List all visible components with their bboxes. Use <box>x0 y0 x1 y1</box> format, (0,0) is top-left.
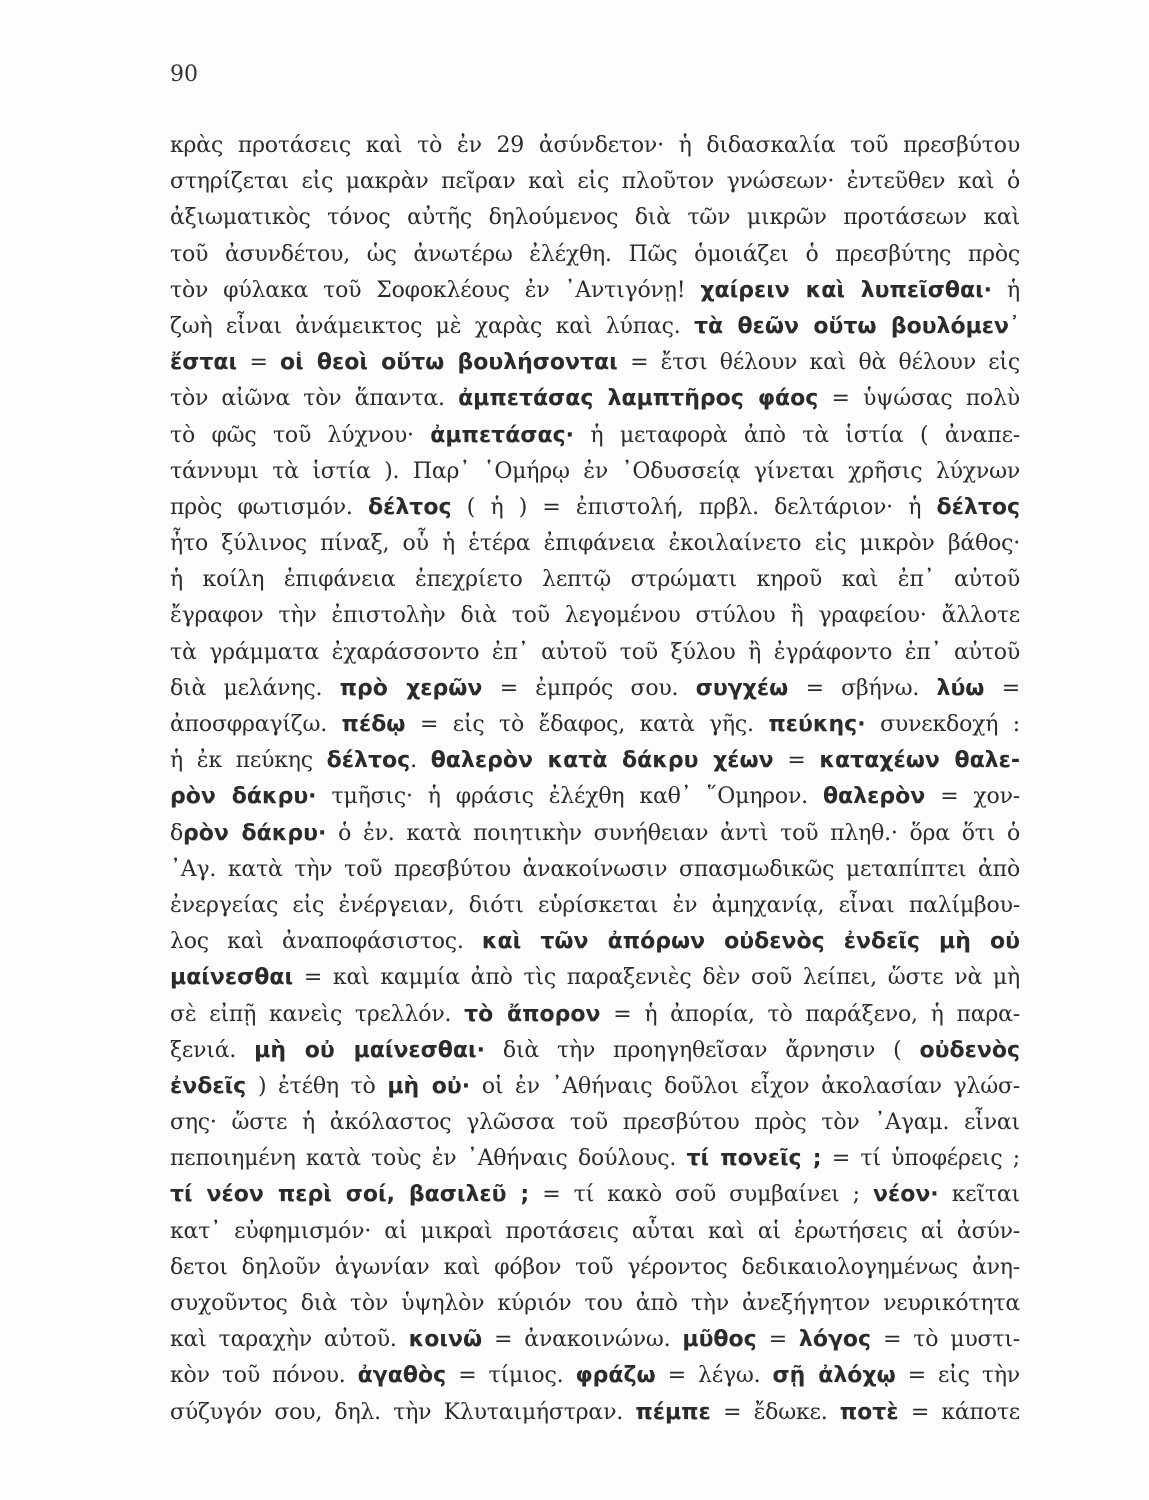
text-line: συχοῦντος διὰ τὸν ὑψηλὸν κύριόν του ἀπὸ τὴν ἀνεξήγητον νευρικότητα <box>170 1291 1020 1316</box>
text-line: ἔσται = οἱ θεοὶ οὕτω βουλήσονται = ἔτσι θέλουν καὶ θὰ θέλουν εἰς <box>170 350 1020 376</box>
text-line: ἔγραφον τὴν ἐπιστολὴν διὰ τοῦ λεγομένου στύλου ἢ γραφείου· ἄλλοτε <box>170 603 1020 629</box>
text-line: καὶ ταραχὴν αὐτοῦ. κοινῶ = ἀνακοινώνω. μῦθος = λόγος = τὸ μυστι- <box>170 1327 1020 1353</box>
text-line: ἐνδεῖς ) ἐτέθη τὸ μὴ οὐ· οἱ ἐν ᾿Αθήναις δοῦλοι εἶχον ἀκολασίαν γλώσ- <box>170 1073 1020 1099</box>
text-line: σης· ὥστε ἡ ἀκόλαστος γλῶσσα τοῦ πρεσβύτου πρὸς τὸν ᾿Αγαμ. εἶναι <box>170 1110 1020 1136</box>
text-line: κὸν τοῦ πόνου. ἀγαθὸς = τίμιος. φράζω = λέγω. σῇ ἀλόχῳ = εἰς τὴν <box>170 1363 1020 1389</box>
text-line: τοῦ ἀσυνδέτου, ὡς ἀνωτέρω ἐλέχθη. Πῶς ὁμοιάζει ὁ πρεσβύτης πρὸς <box>170 241 1020 267</box>
text-line: δετοι δηλοῦν ἀγωνίαν καὶ φόβον τοῦ γέροντος δεδικαιολογημένως ἀνη- <box>170 1254 1020 1280</box>
text-line: ἡ κοίλη ἐπιφάνεια ἐπεχρίετο λεπτῷ στρώματι κηροῦ καὶ ἐπ᾿ αὐτοῦ <box>170 567 1020 593</box>
text-line: ἦτο ξύλινος πίναξ, οὗ ἡ ἑτέρα ἐπιφάνεια ἐκοιλαίνετο εἰς μικρὸν βάθος· <box>170 531 1020 557</box>
text-line: ἀξιωματικὸς τόνος αὐτῆς δηλούμενος διὰ τῶν μικρῶν προτάσεων καὶ <box>170 205 1020 231</box>
text-line: διὰ μελάνης. πρὸ χερῶν = ἐμπρός σου. συγχέω = σβήνω. λύω = <box>170 675 1020 701</box>
text-line: ξενιά. μὴ οὐ μαίνεσθαι· διὰ τὴν προηγηθεῖσαν ἄρνησιν ( οὐδενὸς <box>170 1037 1020 1063</box>
text-line: κρὰς προτάσεις καὶ τὸ ἐν 29 ἀσύνδετον· ἡ διδασκαλία τοῦ πρεσβύτου <box>170 133 1020 158</box>
text-line: ἐνεργείας εἰς ἐνέργειαν, διότι εὑρίσκεται ἐν ἀμηχανίᾳ, εἶναι παλίμβου- <box>170 892 1020 918</box>
text-line: ζωὴ εἶναι ἀνάμεικτος μὲ χαρὰς καὶ λύπας. τὰ θεῶν οὕτω βουλόμεν᾿ <box>170 313 1020 339</box>
text-line: ἡ ἐκ πεύκης δέλτος. θαλερὸν κατὰ δάκρυ χέων = καταχέων θαλε- <box>170 748 1020 774</box>
text-line: κατ᾿ εὐφημισμόν· αἱ μικραὶ προτάσεις αὗται καὶ αἱ ἐρωτήσεις αἱ ἀσύν- <box>170 1218 1020 1244</box>
page-number: 90 <box>170 62 198 87</box>
text-line: τὰ γράμματα ἐχαράσσοντο ἐπ᾿ αὐτοῦ τοῦ ξύλου ἢ ἐγράφοντο ἐπ᾿ αὐτοῦ <box>170 639 1020 665</box>
commentary-text <box>170 128 1020 1431</box>
text-line: ᾿Αγ. κατὰ τὴν τοῦ πρεσβύτου ἀνακοίνωσιν σπασμωδικῶς μεταπίπτει ἀπὸ <box>170 856 1020 882</box>
text-line: λος καὶ ἀναποφάσιστος. καὶ τῶν ἀπόρων οὐδενὸς ἐνδεῖς μὴ οὐ <box>170 929 1020 955</box>
text-line: στηρίζεται εἰς μακρὰν πεῖραν καὶ εἰς πλοῦτον γνώσεων· ἐντεῦθεν καὶ ὁ <box>170 169 1020 195</box>
text-line: πεποιημένη κατὰ τοὺς ἐν ᾿Αθήναις δούλους. τί πονεῖς ; = τί ὑποφέρεις ; <box>170 1146 1020 1172</box>
text-line: τί νέον περὶ σοί, βασιλεῦ ; = τί κακὸ σοῦ συμβαίνει ; νέον· κεῖται <box>170 1182 1020 1208</box>
text-line: τὸν φύλακα τοῦ Σοφοκλέους ἐν ᾿Αντιγόνῃ! χαίρειν καὶ λυπεῖσθαι· ἡ <box>170 277 1020 303</box>
text-line: σύζυγόν σου, δηλ. τὴν Κλυταιμήστραν. πέμπε = ἔδωκε. ποτὲ = κάποτε <box>170 1399 1020 1425</box>
text-line: μαίνεσθαι = καὶ καμμία ἀπὸ τὶς παραξενιὲς δὲν σοῦ λείπει, ὥστε νὰ μὴ <box>170 965 1020 991</box>
text-line: σὲ εἰπῇ κανεὶς τρελλόν. τὸ ἄπορον = ἡ ἀπορία, τὸ παράξενο, ἡ παρα- <box>170 1001 1020 1027</box>
text-line: τὸν αἰῶνα τὸν ἅπαντα. ἀμπετάσας λαμπτῆρος φάος = ὑψώσας πολὺ <box>170 386 1020 412</box>
text-line: τάννυμι τὰ ἱστία ). Παρ᾿ ῾Ομήρῳ ἐν ᾿Οδυσσείᾳ γίνεται χρῆσις λύχνων <box>170 458 1020 484</box>
text-line: ἀποσφραγίζω. πέδῳ = εἰς τὸ ἔδαφος, κατὰ γῆς. πεύκης· συνεκδοχή : <box>170 712 1020 737</box>
text-line: ρὸν δάκρυ· τμῆσις· ἡ φράσις ἐλέχθη καθ᾿ ῞Ομηρον. θαλερὸν = χον- <box>170 784 1020 810</box>
text-line: τὸ φῶς τοῦ λύχνου· ἀμπετάσας· ἡ μεταφορὰ ἀπὸ τὰ ἱστία ( ἀναπε- <box>170 422 1020 448</box>
text-line: δρὸν δάκρυ· ὁ ἐν. κατὰ ποιητικὴν συνήθειαν ἀντὶ τοῦ πληθ.· ὅρα ὅτι ὁ <box>170 820 1020 846</box>
text-line: πρὸς φωτισμόν. δέλτος ( ἡ ) = ἐπιστολή, πρβλ. δελτάριον· ἡ δέλτος <box>170 494 1020 520</box>
